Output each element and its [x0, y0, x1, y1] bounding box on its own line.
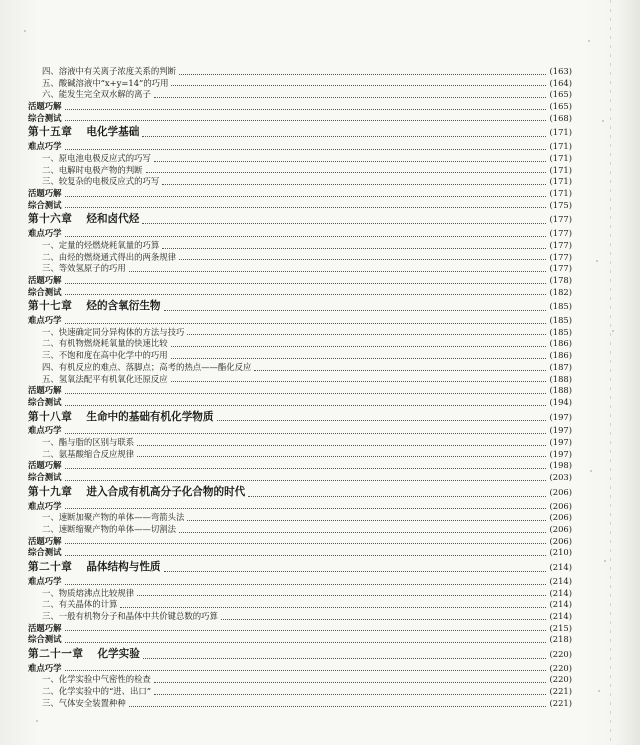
dot-leader: [162, 247, 546, 249]
scan-speck: [588, 40, 590, 42]
page-number: (168): [549, 112, 572, 123]
page-number: (171): [549, 164, 572, 175]
page-number: (163): [549, 65, 572, 76]
scan-speck: [602, 120, 604, 122]
toc-section-row: [28, 425, 572, 437]
toc-item-row: [28, 437, 572, 449]
toc-item-row: [28, 263, 572, 275]
dot-leader: [162, 183, 546, 185]
page-number: (186): [549, 350, 572, 361]
section-title: 难点巧学: [28, 315, 62, 326]
toc-section-row: [28, 576, 572, 588]
toc-chapter-row: [28, 409, 572, 426]
chapter-number: 第十八章: [28, 410, 73, 423]
chapter-heading: [28, 124, 139, 141]
dot-leader: [137, 594, 546, 596]
page-number: (197): [549, 411, 572, 422]
toc-section-row: [28, 113, 572, 125]
page-number: (177): [549, 228, 572, 239]
dot-leader: [65, 195, 547, 197]
toc-chapter-row: [28, 211, 572, 228]
chapter-name: 晶体结构与性质: [86, 561, 161, 574]
toc-section-row: [28, 141, 572, 153]
page-number: (197): [549, 448, 572, 459]
section-title: 活题巧解: [28, 274, 62, 285]
dot-leader: [143, 657, 547, 659]
item-title: 二、速断缩聚产物的单体——切割法: [42, 523, 176, 534]
section-title: 综合测试: [28, 472, 62, 483]
chapter-heading: [28, 409, 214, 426]
chapter-name: 烃和卤代烃: [86, 213, 140, 226]
page-number: (164): [549, 77, 572, 88]
page-number: (218): [549, 634, 572, 645]
page-number: (187): [549, 361, 572, 372]
section-title: 活题巧解: [28, 460, 62, 471]
dot-leader: [65, 583, 547, 585]
toc-section-row: [28, 536, 572, 548]
item-title: 六、能发生完全双水解的离子: [42, 89, 151, 100]
toc-item-row: [28, 362, 572, 374]
page-number: (206): [549, 523, 572, 534]
dot-leader: [171, 345, 547, 347]
chapter-name: 烃的含氧衍生物: [86, 300, 161, 313]
page-number: (177): [549, 239, 572, 250]
item-title: 五、氢氧法配平有机氧化还原反应: [42, 373, 168, 384]
toc-item-row: [28, 350, 572, 362]
item-title: 三、较复杂的电极反应式的巧写: [42, 176, 160, 187]
dot-leader: [171, 357, 547, 359]
dot-leader: [187, 519, 546, 521]
dot-leader: [248, 495, 546, 497]
page-number: (188): [549, 385, 572, 396]
dot-leader: [65, 392, 547, 394]
toc-item-row: [28, 512, 572, 524]
scan-speck: [24, 30, 26, 32]
scan-speck: [612, 330, 614, 332]
toc-section-row: [28, 397, 572, 409]
section-title: 难点巧学: [28, 228, 62, 239]
dot-leader: [164, 309, 547, 311]
chapter-name: 电化学基础: [86, 126, 140, 139]
dot-leader: [179, 258, 546, 260]
item-title: 五、酸碱溶液中“x+y=14”的巧用: [42, 77, 169, 88]
toc-item-row: [28, 524, 572, 536]
dot-leader: [137, 444, 546, 446]
toc-item-row: [28, 674, 572, 686]
page-number: (186): [549, 338, 572, 349]
dot-leader: [65, 404, 547, 406]
page-number: (221): [549, 686, 572, 697]
page-number: (206): [549, 500, 572, 511]
section-title: 难点巧学: [28, 662, 62, 673]
page-number: (185): [549, 301, 572, 312]
page-number: (197): [549, 437, 572, 448]
item-title: 一、速断加聚产物的单体——弯箭头法: [42, 512, 185, 523]
item-title: 一、化学实验中气密性的检查: [42, 674, 151, 685]
section-title: 综合测试: [28, 547, 62, 558]
toc-section-row: [28, 315, 572, 327]
scan-speck: [604, 560, 606, 562]
scan-margin-line: [610, 0, 611, 745]
toc-item-row: [28, 588, 572, 600]
dot-leader: [65, 554, 547, 556]
dot-leader: [154, 681, 547, 683]
toc-section-row: [28, 287, 572, 299]
dot-leader: [65, 467, 547, 469]
toc-chapter-row: [28, 124, 572, 141]
chapter-heading: [28, 211, 139, 228]
chapter-heading: [28, 646, 140, 663]
toc-item-row: [28, 176, 572, 188]
chapter-number: 第二十章: [28, 561, 73, 574]
chapter-heading: [28, 298, 161, 315]
dot-leader: [65, 629, 547, 631]
toc-item-row: [28, 66, 572, 78]
page-number: (221): [549, 697, 572, 708]
dot-leader: [154, 693, 546, 695]
toc-item-row: [28, 698, 572, 710]
page-number: (175): [549, 199, 572, 210]
toc-item-row: [28, 78, 572, 90]
chapter-heading: [28, 484, 245, 501]
dot-leader: [65, 206, 547, 208]
toc-section-row: [28, 501, 572, 513]
dot-leader: [65, 282, 547, 284]
toc-section-row: [28, 623, 572, 635]
toc-section-row: [28, 385, 572, 397]
toc-item-row: [28, 240, 572, 252]
toc-item-row: [28, 449, 572, 461]
dot-leader: [65, 479, 547, 481]
dot-leader: [65, 432, 547, 434]
page-number: (182): [549, 286, 572, 297]
scan-speck: [36, 720, 38, 722]
dot-leader: [129, 705, 547, 707]
chapter-number: 第十七章: [28, 300, 73, 313]
chapter-number: 第十六章: [28, 213, 73, 226]
toc-item-row: [28, 338, 572, 350]
page-number: (206): [549, 535, 572, 546]
section-title: 综合测试: [28, 112, 62, 123]
item-title: 二、化学实验中的“进、出口”: [42, 686, 152, 697]
page-number: (177): [549, 263, 572, 274]
dot-leader: [164, 570, 547, 572]
page-number: (171): [549, 127, 572, 138]
item-title: 一、物质熔沸点比较规律: [42, 587, 135, 598]
dot-leader: [179, 73, 546, 75]
dot-leader: [65, 669, 547, 671]
page-number: (185): [549, 315, 572, 326]
item-title: 一、原电池电极反应式的巧写: [42, 152, 151, 163]
toc-section-row: [28, 228, 572, 240]
page-number: (171): [549, 141, 572, 152]
page-edge-shadow: [618, 0, 640, 745]
toc-section-row: [28, 188, 572, 200]
toc-chapter-row: [28, 646, 572, 663]
item-title: 三、一般有机物分子和晶体中共价键总数的巧算: [42, 610, 218, 621]
table-of-contents: [28, 66, 572, 710]
toc-item-row: [28, 327, 572, 339]
toc-item-row: [28, 611, 572, 623]
scan-speck: [598, 690, 600, 692]
item-title: 二、有机物燃烧耗氧量的快速比较: [42, 338, 168, 349]
page-number: (171): [549, 187, 572, 198]
toc-item-row: [28, 686, 572, 698]
page-number: (177): [549, 251, 572, 262]
dot-leader: [187, 333, 546, 335]
dot-leader: [137, 455, 546, 457]
section-title: 难点巧学: [28, 500, 62, 511]
page-number: (177): [549, 214, 572, 225]
item-title: 一、酯与脂的区别与联系: [42, 437, 135, 448]
page-number: (220): [549, 662, 572, 673]
item-title: 二、有关晶体的计算: [42, 599, 118, 610]
chapter-number: 第十九章: [28, 485, 73, 498]
dot-leader: [142, 222, 546, 224]
item-title: 二、电解时电极产物的判断: [42, 164, 143, 175]
dot-leader: [171, 84, 546, 86]
chapter-name: 生命中的基础有机化学物质: [86, 410, 214, 423]
page-number: (214): [549, 610, 572, 621]
item-title: 四、有机反应的难点、落脚点；高考的热点——酯化反应: [42, 361, 252, 372]
toc-item-row: [28, 252, 572, 264]
section-title: 活题巧解: [28, 187, 62, 198]
page-number: (185): [549, 326, 572, 337]
dot-leader: [146, 171, 547, 173]
toc-item-row: [28, 89, 572, 101]
toc-section-row: [28, 275, 572, 287]
item-title: 二、由烃的燃烧通式得出的两条规律: [42, 251, 176, 262]
page-number: (171): [549, 176, 572, 187]
dot-leader: [217, 419, 547, 421]
dot-leader: [65, 119, 547, 121]
section-title: 活题巧解: [28, 535, 62, 546]
page-number: (220): [549, 674, 572, 685]
section-title: 活题巧解: [28, 101, 62, 112]
item-title: 三、气体安全装置种种: [42, 697, 126, 708]
toc-section-row: [28, 634, 572, 646]
page-number: (215): [549, 622, 572, 633]
dot-leader: [254, 369, 546, 371]
toc-item-row: [28, 153, 572, 165]
section-title: 难点巧学: [28, 141, 62, 152]
toc-item-row: [28, 374, 572, 386]
section-title: 综合测试: [28, 199, 62, 210]
page-number: (206): [549, 486, 572, 497]
toc-section-row: [28, 101, 572, 113]
chapter-name: 进入合成有机高分子化合物的时代: [86, 485, 246, 498]
section-title: 难点巧学: [28, 575, 62, 586]
dot-leader: [65, 235, 547, 237]
dot-leader: [65, 148, 547, 150]
toc-chapter-row: [28, 559, 572, 576]
item-title: 三、等效氢原子的巧用: [42, 263, 126, 274]
dot-leader: [129, 270, 547, 272]
section-title: 综合测试: [28, 634, 62, 645]
page-number: (197): [549, 425, 572, 436]
chapter-name: 化学实验: [97, 647, 140, 660]
toc-item-row: [28, 165, 572, 177]
page-number: (165): [549, 101, 572, 112]
item-title: 三、不饱和度在高中化学中的巧用: [42, 350, 168, 361]
page-number: (188): [549, 373, 572, 384]
scan-speck: [596, 260, 598, 262]
toc-chapter-row: [28, 484, 572, 501]
section-title: 活题巧解: [28, 385, 62, 396]
dot-leader: [221, 618, 547, 620]
item-title: 一、定量的烃燃烧耗氧量的巧算: [42, 239, 160, 250]
toc-section-row: [28, 460, 572, 472]
item-title: 一、快速确定同分异构体的方法与技巧: [42, 326, 185, 337]
dot-leader: [120, 606, 546, 608]
dot-leader: [179, 531, 546, 533]
toc-section-row: [28, 472, 572, 484]
dot-leader: [154, 160, 547, 162]
chapter-number: 第二十一章: [28, 647, 84, 660]
page-number: (206): [549, 512, 572, 523]
scan-speck: [590, 470, 592, 472]
page-number: (165): [549, 89, 572, 100]
dot-leader: [142, 135, 546, 137]
page-number: (171): [549, 152, 572, 163]
chapter-heading: [28, 559, 161, 576]
toc-section-row: [28, 547, 572, 559]
page-number: (203): [549, 472, 572, 483]
item-title: 四、溶液中有关离子浓度关系的判断: [42, 65, 176, 76]
page-number: (214): [549, 599, 572, 610]
toc-section-row: [28, 663, 572, 675]
dot-leader: [65, 507, 547, 509]
page-number: (194): [549, 396, 572, 407]
section-title: 活题巧解: [28, 622, 62, 633]
item-title: 二、氨基酸缩合反应规律: [42, 448, 135, 459]
page-number: (214): [549, 587, 572, 598]
toc-section-row: [28, 200, 572, 212]
page-number: (220): [549, 648, 572, 659]
dot-leader: [65, 108, 547, 110]
toc-item-row: [28, 599, 572, 611]
dot-leader: [65, 542, 547, 544]
page-number: (178): [549, 274, 572, 285]
page-number: (198): [549, 460, 572, 471]
toc-chapter-row: [28, 298, 572, 315]
dot-leader: [171, 380, 547, 382]
page-number: (214): [549, 575, 572, 586]
dot-leader: [65, 293, 547, 295]
section-title: 综合测试: [28, 286, 62, 297]
dot-leader: [65, 641, 547, 643]
dot-leader: [65, 322, 547, 324]
chapter-number: 第十五章: [28, 126, 73, 139]
page-number: (210): [549, 547, 572, 558]
dot-leader: [154, 96, 547, 98]
section-title: 综合测试: [28, 396, 62, 407]
page-number: (214): [549, 562, 572, 573]
section-title: 难点巧学: [28, 425, 62, 436]
